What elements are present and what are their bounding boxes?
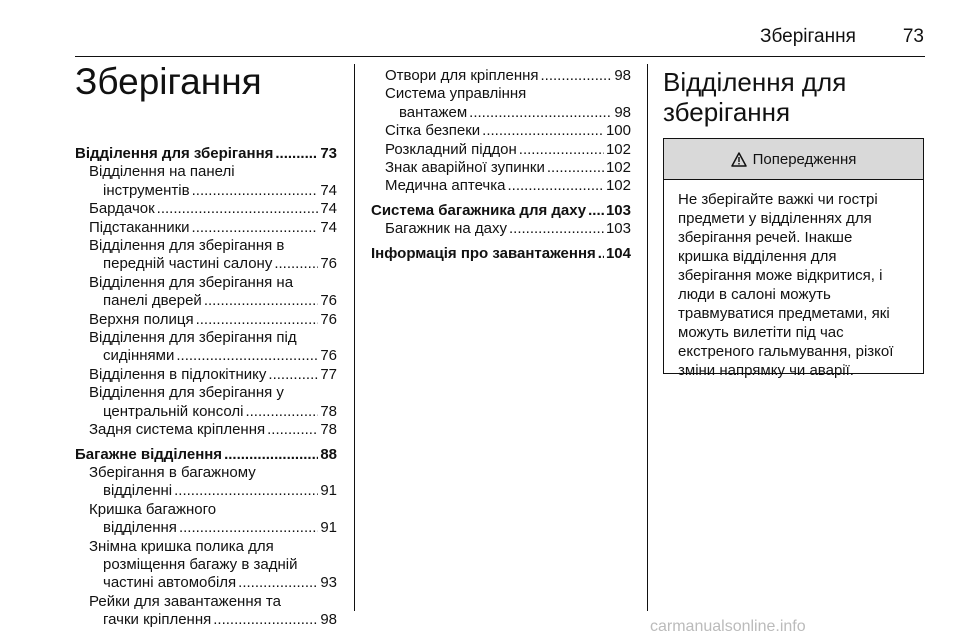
watermark: carmanualsonline.info [650, 618, 806, 635]
toc-entry-title: Система багажника для даху [371, 201, 587, 219]
warning-text-line: предмети у відділеннях для [678, 210, 872, 227]
toc-page-number: 102 [605, 159, 631, 177]
toc-page-number: 78 [320, 402, 337, 420]
toc-leader-dots [598, 245, 604, 263]
toc-page-number: 77 [320, 365, 337, 383]
toc-entry[interactable] [371, 122, 631, 140]
column-divider-2 [647, 64, 648, 611]
toc-page-number: 91 [320, 519, 337, 537]
running-header-title: Зберігання [760, 26, 856, 47]
toc-entry[interactable] [75, 366, 337, 384]
toc-entry-title: Сітка безпеки [385, 122, 481, 140]
toc-entry-title: Відділення для зберігання [75, 145, 274, 162]
toc-entry-line: Відділення на панелі [89, 163, 235, 181]
toc-page-number: 78 [320, 421, 337, 439]
toc-leader-dots [176, 347, 318, 365]
page-number: 73 [902, 26, 924, 47]
toc-leader-dots [541, 67, 613, 85]
toc-entry[interactable] [371, 104, 631, 122]
toc-leader-dots [482, 122, 604, 140]
toc-page-number: 73 [320, 145, 337, 162]
warning-body [664, 180, 923, 380]
toc-entry-line: Відділення для зберігання на [89, 273, 294, 291]
toc-entry-title: Отвори для кріплення [385, 67, 539, 84]
toc-entry[interactable] [371, 67, 631, 85]
warning-header [664, 139, 923, 180]
toc-entry-title: вантажем [399, 103, 468, 121]
warning-triangle-icon [731, 152, 747, 167]
warning-text-line: кришка відділення для [678, 248, 837, 265]
toc-entry-line: Відділення для зберігання в [89, 237, 285, 255]
toc-page-number: 98 [320, 611, 337, 629]
warning-text-line: зберігання речей. Інакше [678, 229, 853, 246]
toc-entry[interactable] [371, 177, 631, 195]
toc-entry[interactable] [75, 421, 337, 439]
toc-column-2 [371, 67, 631, 263]
warning-title: Попередження [752, 150, 857, 168]
toc-leader-dots [469, 104, 612, 122]
toc-page-number: 88 [320, 445, 337, 463]
toc-leader-dots [268, 366, 318, 384]
toc-section-entry[interactable] [371, 202, 631, 220]
toc-section-entry[interactable] [75, 446, 337, 464]
toc-leader-dots [588, 202, 604, 220]
section-heading-line-1: Відділення для [663, 67, 847, 97]
toc-entry-title: інструментів [103, 181, 190, 199]
toc-page-number: 104 [605, 244, 631, 262]
toc-entry-title: Інформація про завантаження [371, 244, 596, 262]
toc-leader-dots [274, 255, 318, 273]
warning-text-line: можуть вилетіти під час [678, 324, 844, 341]
toc-entry[interactable] [75, 611, 337, 629]
toc-section-entry[interactable] [75, 145, 337, 163]
toc-entry-title: Багажник на даху [385, 220, 507, 238]
toc-entry[interactable] [371, 159, 631, 177]
toc-column-1 [75, 145, 337, 630]
toc-leader-dots [179, 519, 318, 537]
toc-leader-dots [519, 141, 604, 159]
toc-page-number: 93 [320, 574, 337, 592]
toc-leader-dots [547, 159, 604, 177]
toc-entry-line: Відділення для зберігання під [89, 329, 297, 347]
toc-entry-title: Знак аварійної зупинки [385, 159, 545, 177]
toc-entry[interactable] [75, 403, 337, 421]
toc-entry-title: Задня система кріплення [89, 421, 266, 439]
warning-text-line: травмуватися предметами, які [678, 305, 890, 322]
toc-entry[interactable] [75, 255, 337, 273]
toc-entry-title: панелі дверей [103, 292, 202, 310]
toc-page-number: 98 [614, 103, 631, 121]
chapter-title: Зберігання [75, 61, 262, 102]
toc-entry-line: Система управління [385, 85, 527, 103]
toc-entry[interactable] [75, 292, 337, 310]
toc-page-number: 102 [605, 177, 631, 195]
toc-entry[interactable] [75, 482, 337, 500]
section-heading-line-2: зберігання [663, 97, 791, 127]
toc-entry-title: передній частині салону [103, 255, 273, 273]
toc-leader-dots [213, 611, 318, 629]
toc-page-number: 102 [605, 140, 631, 158]
toc-leader-dots [275, 145, 318, 163]
warning-text-line: зберігання може відкритися, і [678, 267, 883, 284]
toc-entry[interactable] [75, 219, 337, 237]
warning-text-line: люди в салоні можуть [678, 286, 831, 303]
toc-leader-dots [174, 482, 318, 500]
toc-entry-title: частині автомобіля [103, 574, 237, 592]
toc-page-number: 100 [605, 122, 631, 140]
toc-entry[interactable] [75, 311, 337, 329]
toc-entry[interactable] [371, 141, 631, 159]
toc-page-number: 76 [320, 255, 337, 273]
warning-text-line: Не зберігайте важкі чи гострі [678, 191, 878, 208]
toc-page-number: 74 [320, 218, 337, 236]
column-divider-1 [354, 64, 355, 611]
toc-leader-dots [224, 446, 318, 464]
toc-entry[interactable] [75, 519, 337, 537]
toc-leader-dots [245, 403, 318, 421]
toc-entry-title: Верхня полиця [89, 310, 194, 328]
section-heading [663, 67, 846, 127]
toc-entry[interactable] [75, 574, 337, 592]
toc-page-number: 91 [320, 482, 337, 500]
toc-entry-title: Відділення в підлокітнику [89, 365, 267, 383]
toc-entry-line: Відділення для зберігання у [89, 384, 284, 402]
toc-entry-title: сидіннями [103, 347, 175, 365]
toc-entry-title: відділенні [103, 482, 173, 500]
toc-entry-title: Підстаканники [89, 218, 190, 236]
warning-text-line: зміни напрямку чи аварії. [678, 362, 854, 379]
toc-entry-title: Розкладний піддон [385, 140, 517, 158]
toc-leader-dots [238, 574, 318, 592]
toc-entry[interactable] [75, 347, 337, 365]
toc-entry-title: Медична аптечка [385, 177, 506, 195]
toc-entry-line: Рейки для завантаження та [89, 592, 281, 610]
toc-page-number: 76 [320, 347, 337, 365]
toc-page-number: 103 [605, 201, 631, 219]
toc-leader-dots [267, 421, 318, 439]
toc-entry-title: центральній консолі [103, 402, 244, 420]
toc-entry[interactable] [75, 200, 337, 218]
warning-box [663, 138, 924, 379]
toc-section-entry[interactable] [371, 245, 631, 263]
toc-entry-line: Кришка багажного [89, 500, 217, 518]
toc-entry-title: Бардачок [89, 200, 155, 218]
toc-entry-line: розміщення багажу в задній [103, 555, 298, 573]
toc-entry-title: гачки кріплення [103, 611, 212, 629]
toc-page-number: 103 [605, 220, 631, 238]
toc-entry-title: відділення [103, 519, 177, 537]
toc-page-number: 76 [320, 310, 337, 328]
toc-entry[interactable] [371, 220, 631, 238]
toc-leader-dots [507, 177, 603, 195]
toc-page-number: 76 [320, 292, 337, 310]
toc-leader-dots [509, 220, 604, 238]
toc-entry-title: Багажне відділення [75, 445, 223, 463]
toc-page-number: 74 [320, 181, 337, 199]
toc-page-number: 98 [614, 67, 631, 84]
toc-leader-dots [192, 182, 319, 200]
toc-entry[interactable] [75, 182, 337, 200]
warning-text-line: екстреного гальмування, різкої [678, 343, 894, 360]
toc-leader-dots [192, 219, 319, 237]
toc-entry-line: Знімна кришка полика для [89, 537, 274, 555]
toc-entry-line: Зберігання в багажному [89, 463, 256, 481]
toc-page-number: 74 [320, 200, 337, 218]
toc-leader-dots [204, 292, 319, 310]
toc-leader-dots [196, 311, 319, 329]
toc-leader-dots [157, 200, 319, 218]
header-rule [75, 56, 925, 57]
